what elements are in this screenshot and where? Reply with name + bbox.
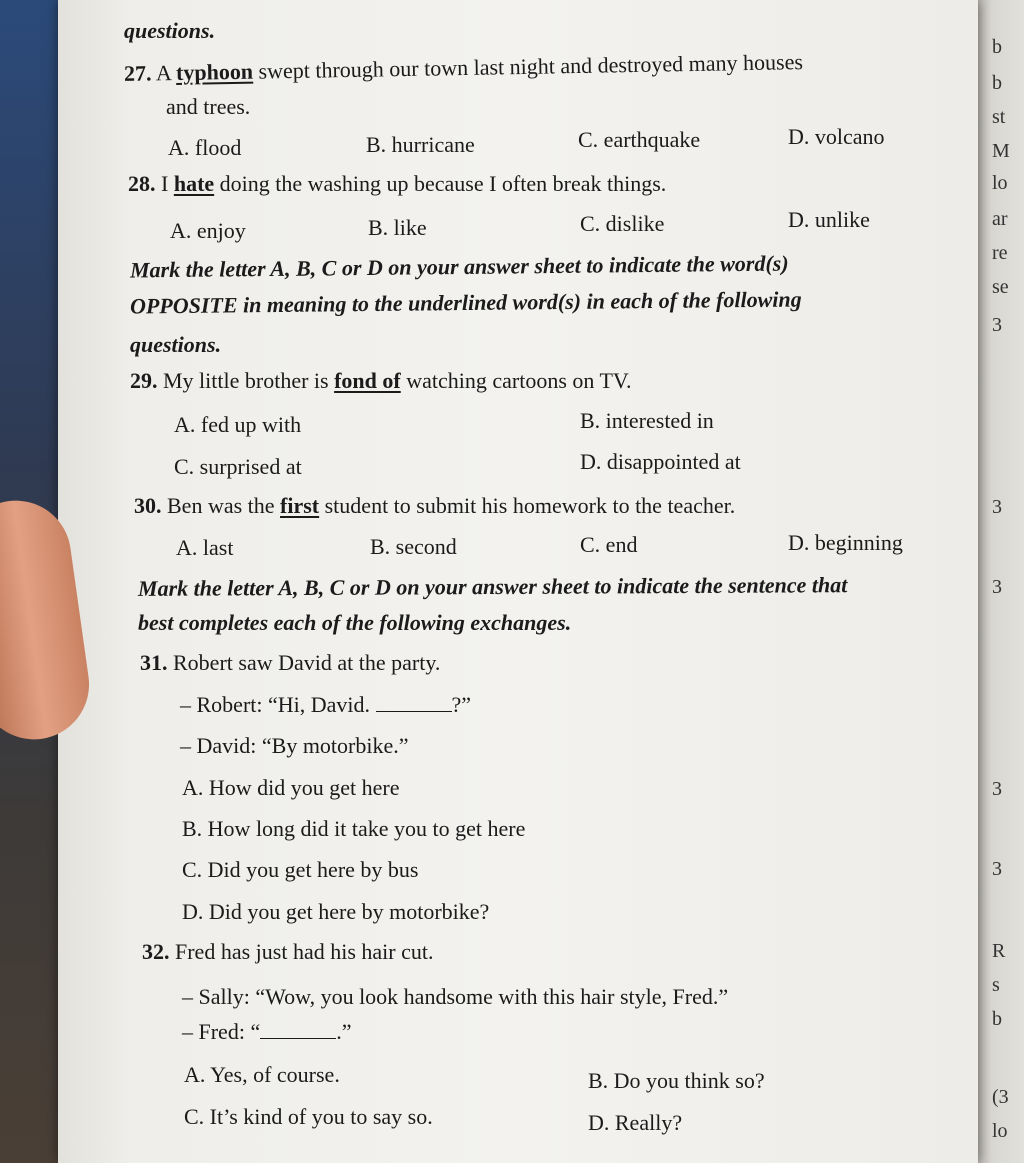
question-text: Fred has just had his hair cut. <box>175 939 434 964</box>
question-30 <box>134 495 735 517</box>
instruction-line: Mark the letter A, B, C or D on your answer sheet to indicate the word(s) <box>129 250 789 283</box>
option-c[interactable]: C. It’s kind of you to say so. <box>184 1104 433 1129</box>
option-b[interactable]: B. like <box>368 215 427 240</box>
edge-fragment: st <box>992 106 1006 128</box>
question-32 <box>142 941 433 963</box>
option-c[interactable]: C. Did you get here by bus <box>182 857 419 882</box>
edge-fragment: re <box>992 242 1008 264</box>
question-31 <box>140 652 440 674</box>
question-text: doing the washing up because I often break things. <box>219 171 667 196</box>
dialogue-line: – David: “By motorbike.” <box>180 733 409 758</box>
option-a[interactable]: A. How did you get here <box>182 775 400 800</box>
dialogue-line: – Sally: “Wow, you look handsome with this hair style, Fred.” <box>182 984 729 1009</box>
option-b[interactable]: B. interested in <box>580 408 714 433</box>
question-28 <box>128 173 666 195</box>
option-c[interactable]: C. dislike <box>580 211 665 236</box>
edge-fragment: se <box>992 276 1009 298</box>
question-text: student to submit his homework to the teacher. <box>324 493 736 518</box>
edge-fragment: b <box>992 1008 1002 1030</box>
option-b[interactable]: B. How long did it take you to get here <box>182 816 526 841</box>
option-d[interactable]: D. beginning <box>788 530 903 555</box>
option-a[interactable]: A. flood <box>168 135 242 160</box>
option-d[interactable]: D. volcano <box>788 124 885 149</box>
question-text: My little brother is <box>163 368 329 393</box>
edge-fragment: lo <box>992 1120 1008 1142</box>
question-text: watching cartoons on TV. <box>406 368 632 393</box>
edge-fragment: lo <box>992 172 1008 194</box>
option-d[interactable]: D. Really? <box>588 1110 683 1135</box>
underlined-word: typhoon <box>175 58 254 86</box>
edge-fragment: (3 <box>992 1086 1009 1108</box>
underlined-word: first <box>280 493 320 518</box>
instruction-line: Mark the letter A, B, C or D on your answer sheet to indicate the sentence that <box>137 572 848 601</box>
option-a[interactable]: A. fed up with <box>174 412 302 437</box>
dialogue-line <box>182 1020 351 1043</box>
instruction-line: questions. <box>130 332 222 357</box>
edge-fragment: 3 <box>992 858 1002 880</box>
edge-fragment: b <box>992 72 1002 94</box>
dialogue-text: .” <box>336 1019 352 1044</box>
section-heading-partial: questions. <box>124 18 216 43</box>
dialogue-text: – Fred: “ <box>182 1019 261 1044</box>
edge-fragment: 3 <box>992 778 1002 800</box>
option-b[interactable]: B. second <box>370 534 457 559</box>
question-number: 32. <box>142 939 170 964</box>
option-b[interactable]: B. hurricane <box>366 132 475 157</box>
underlined-word: fond of <box>334 368 401 393</box>
edge-fragment: R <box>992 940 1006 962</box>
edge-fragment: 3 <box>992 576 1002 598</box>
question-number: 30. <box>134 493 162 518</box>
option-a[interactable]: A. last <box>176 535 234 560</box>
underlined-word: hate <box>173 171 215 196</box>
option-d[interactable]: D. unlike <box>788 207 870 232</box>
instruction-line: best completes each of the following exchanges. <box>138 610 572 635</box>
question-29 <box>130 370 631 392</box>
option-d[interactable]: D. Did you get here by motorbike? <box>182 899 490 924</box>
question-text: swept through our town last night and destroyed many houses <box>258 49 804 84</box>
option-d[interactable]: D. disappointed at <box>580 449 741 474</box>
option-c[interactable]: C. end <box>580 532 638 557</box>
edge-fragment: M <box>992 140 1010 162</box>
option-c[interactable]: C. earthquake <box>578 127 701 152</box>
question-number: 28. <box>128 171 156 196</box>
answer-blank[interactable] <box>260 1020 336 1039</box>
question-text: Ben was the <box>167 493 275 518</box>
option-b[interactable]: B. Do you think so? <box>588 1068 765 1093</box>
edge-fragment: s <box>992 974 1000 996</box>
question-text: I <box>161 171 169 196</box>
dialogue-text: ?” <box>451 692 472 717</box>
dialogue-text: – Robert: “Hi, David. <box>180 692 371 717</box>
question-text: A <box>155 60 171 86</box>
question-continuation: and trees. <box>166 94 251 119</box>
answer-blank[interactable] <box>376 693 452 712</box>
edge-fragment: 3 <box>992 496 1002 518</box>
dialogue-line <box>180 693 471 716</box>
question-text: Robert saw David at the party. <box>173 650 441 675</box>
option-a[interactable]: A. Yes, of course. <box>184 1062 340 1087</box>
edge-fragment: ar <box>992 208 1008 230</box>
question-number: 31. <box>140 650 168 675</box>
option-c[interactable]: C. surprised at <box>174 454 302 479</box>
question-number: 29. <box>130 368 158 393</box>
instruction-line: OPPOSITE in meaning to the underlined word(s) in each of the following <box>129 286 802 319</box>
edge-fragment: 3 <box>992 314 1002 336</box>
option-a[interactable]: A. enjoy <box>170 218 246 243</box>
question-number: 27. <box>123 60 152 86</box>
edge-fragment: b <box>992 36 1002 58</box>
